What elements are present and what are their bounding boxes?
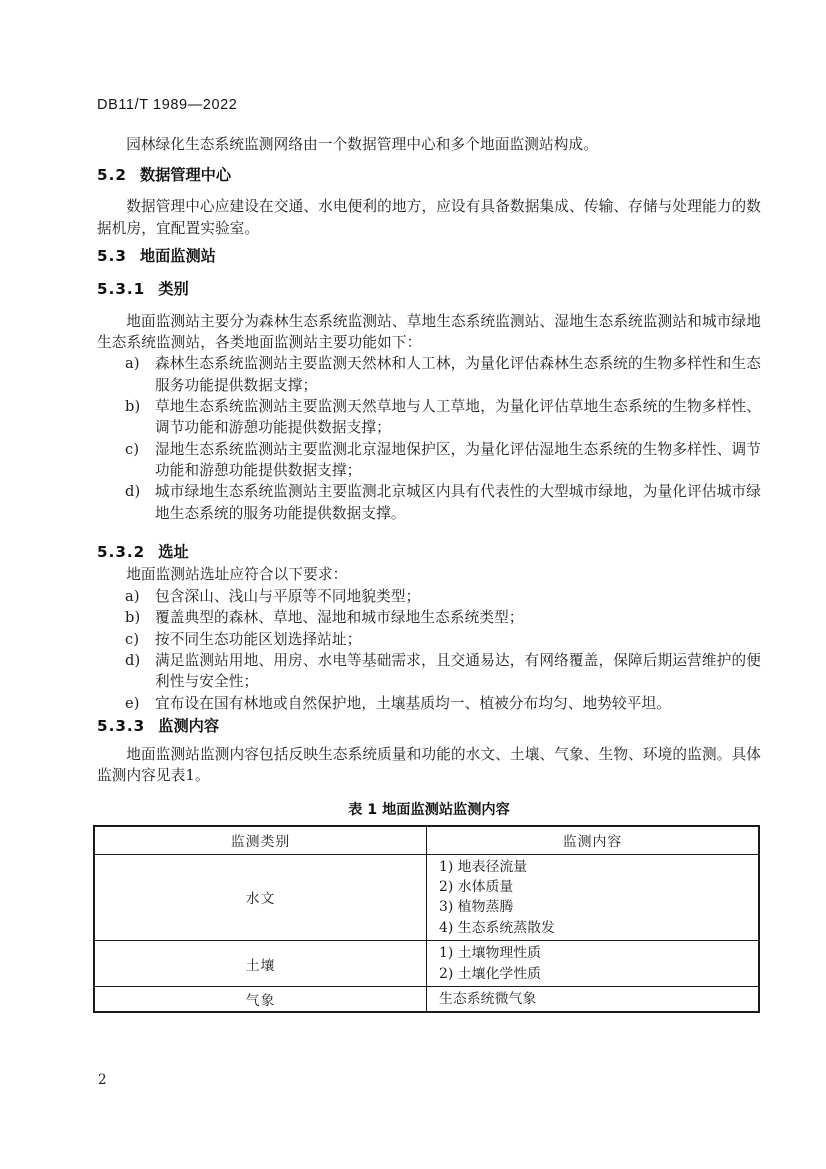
content-line: 生态系统微气象: [439, 990, 537, 1007]
heading-5-3-3: [97, 718, 761, 735]
page-content: [97, 98, 761, 1013]
paragraph-5-3-2: 地面监测站选址应符合以下要求：: [126, 565, 348, 583]
page-number: 2: [98, 1072, 107, 1088]
heading-number: 5.3: [97, 246, 127, 265]
standard-code: DB11/T 1989—2022: [97, 97, 238, 113]
heading-5-3: [97, 248, 761, 265]
paragraph-5-3-3: 地面监测站监测内容包括反映生态系统质量和功能的水文、土壤、气象、生物、环境的监测。具体监测内容见表1。: [97, 745, 761, 785]
list-item-label: a): [125, 588, 140, 606]
heading-5-3-1: [97, 281, 761, 298]
list-item: [97, 481, 761, 524]
content-line: 1) 地表径流量: [439, 858, 528, 875]
paragraph-5-2: 数据管理中心应建设在交通、水电便利的地方，应设有具备数据集成、传输、存储与处理能力的数据机房，宜配置实验室。: [97, 198, 761, 237]
list-item: [97, 607, 761, 628]
list-item-text: 森林生态系统监测站主要监测天然林和人工林，为量化评估森林生态系统的生物多样性和生态服务功能提供数据支撑；: [155, 355, 761, 394]
list-item-label: d): [125, 483, 141, 501]
heading-number: 5.3.2: [97, 542, 146, 561]
list-5-3-2: [97, 586, 761, 714]
list-item-text: 城市绿地生态系统监测站主要监测北京城区内具有代表性的大型城市绿地，为量化评估城市绿地生态系统的服务功能提供数据支撑。: [155, 483, 761, 522]
heading-5-2: [97, 167, 761, 184]
category-cell: 土壤: [94, 941, 427, 987]
list-item-label: c): [125, 630, 140, 648]
table-1-caption: 表 1 地面监测站监测内容: [348, 801, 510, 818]
column-header-category: 监测类别: [94, 826, 427, 855]
category-cell: 水文: [94, 854, 427, 941]
content-line: 2) 水体质量: [439, 878, 514, 895]
list-item-text: 湿地生态系统监测站主要监测北京湿地保护区，为量化评估湿地生态系统的生物多样性、调节功能和游憩功能提供数据支撑；: [155, 440, 761, 479]
paragraph-5-3-1: 地面监测站主要分为森林生态系统监测站、草地生态系统监测站、湿地生态系统监测站和城市绿地生态系统监测站，各类地面监测站主要功能如下：: [97, 312, 761, 352]
heading-title: 地面监测站: [139, 246, 216, 265]
list-5-3-1: [97, 353, 761, 523]
content-cell: [427, 941, 760, 987]
list-item-text: 草地生态系统监测站主要监测天然草地与人工草地，为量化评估草地生态系统的生物多样性、调节功能和游憩功能提供数据支撑；: [155, 398, 761, 437]
list-item: [97, 439, 761, 482]
list-item: [97, 353, 761, 396]
list-item: [97, 693, 761, 714]
list-item: [97, 650, 761, 693]
heading-title: 监测内容: [158, 716, 219, 735]
list-item-text: 按不同生态功能区划选择站址；: [155, 630, 362, 648]
heading-number: 5.3.3: [97, 716, 146, 735]
list-item: [97, 396, 761, 439]
table-row: [94, 941, 759, 987]
category-cell: 气象: [94, 986, 427, 1012]
heading-number: 5.3.1: [97, 279, 146, 298]
list-item-label: a): [125, 355, 140, 373]
list-item-label: b): [125, 609, 141, 627]
heading-number: 5.2: [97, 166, 127, 185]
content-line: 1) 土壤物理性质: [439, 945, 542, 962]
table-row: [94, 854, 759, 941]
list-item-label: d): [125, 652, 141, 670]
list-item-text: 宜布设在国有林地或自然保护地，土壤基质均一、植被分布均匀、地势较平坦。: [155, 694, 672, 712]
list-item-text: 满足监测站用地、用房、水电等基础需求，且交通易达，有网络覆盖，保障后期运营维护的便利性与安全性；: [155, 652, 761, 691]
list-item: [97, 629, 761, 650]
intro-paragraph: 园林绿化生态系统监测网络由一个数据管理中心和多个地面监测站构成。: [126, 136, 598, 153]
list-item-label: e): [125, 694, 140, 712]
heading-5-3-2: [97, 544, 761, 561]
list-item: [97, 586, 761, 607]
heading-title: 类别: [158, 279, 189, 298]
content-line: 2) 土壤化学性质: [439, 965, 542, 982]
table-1-monitoring-content: [93, 825, 760, 1014]
heading-title: 数据管理中心: [139, 166, 232, 185]
content-line: 4) 生态系统蒸散发: [439, 919, 555, 936]
content-cell: [427, 986, 760, 1012]
content-line: 3) 植物蒸腾: [439, 899, 514, 916]
column-header-content: 监测内容: [427, 826, 760, 855]
content-cell: [427, 854, 760, 941]
list-item-text: 包含深山、浅山与平原等不同地貌类型；: [155, 588, 421, 606]
list-item-text: 覆盖典型的森林、草地、湿地和城市绿地生态系统类型；: [155, 609, 524, 627]
list-item-label: c): [125, 440, 140, 458]
table-row: [94, 986, 759, 1012]
list-item-label: b): [125, 398, 141, 416]
heading-title: 选址: [158, 542, 189, 561]
table-header-row: [94, 826, 759, 855]
